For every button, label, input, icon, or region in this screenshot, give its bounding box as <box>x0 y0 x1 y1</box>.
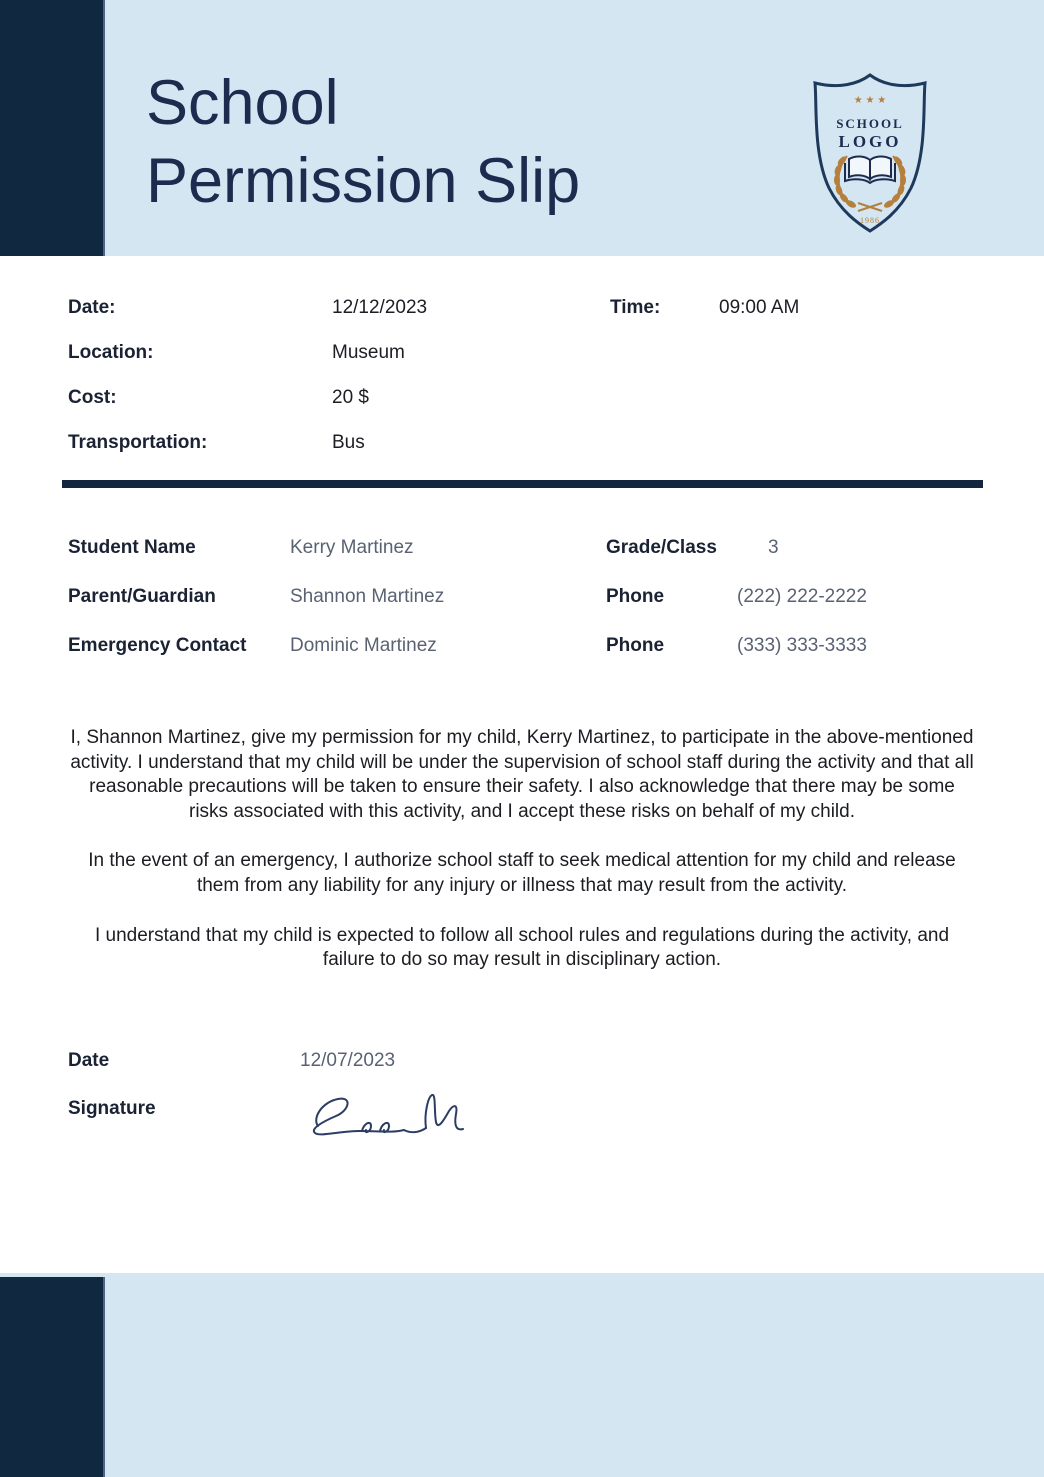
date-label: Date: <box>68 297 116 318</box>
logo-stars-icon: ★ ★ ★ <box>853 95 887 106</box>
cost-value: 20 $ <box>332 387 369 408</box>
handwritten-signature-image <box>302 1088 482 1150</box>
location-label: Location: <box>68 342 154 363</box>
parent-guardian-label: Parent/Guardian <box>68 586 216 607</box>
signoff-date-value: 12/07/2023 <box>300 1050 396 1071</box>
emergency-phone-label: Phone <box>606 635 665 656</box>
emergency-phone-value: (333) 333-3333 <box>737 635 867 656</box>
logo-year-text: 1986 <box>860 216 880 225</box>
logo-school-text: SCHOOL <box>836 116 904 131</box>
location-value: Museum <box>332 342 405 363</box>
footer-band <box>0 1273 1044 1477</box>
footer-left-navy-strip <box>0 1277 105 1477</box>
school-logo-shield-icon <box>808 70 932 238</box>
cost-label: Cost: <box>68 387 117 408</box>
agreement-text-section <box>68 726 976 973</box>
parent-phone-value: (222) 222-2222 <box>737 586 867 607</box>
parent-phone-label: Phone <box>606 586 665 607</box>
page-title <box>146 64 580 220</box>
signoff-date-label: Date <box>68 1050 110 1071</box>
header-band <box>0 0 1044 256</box>
date-value: 12/12/2023 <box>332 297 428 318</box>
page-title-line2: Permission Slip <box>146 146 581 216</box>
transportation-value: Bus <box>332 432 365 453</box>
header-left-navy-strip <box>0 0 105 256</box>
signature-label: Signature <box>68 1098 156 1119</box>
emergency-contact-label: Emergency Contact <box>68 635 247 656</box>
time-value: 09:00 AM <box>719 297 800 318</box>
open-book-icon <box>845 156 895 183</box>
student-details-section <box>68 537 976 661</box>
logo-logo-text: LOGO <box>838 132 902 151</box>
grade-class-label: Grade/Class <box>606 537 717 558</box>
student-name-label: Student Name <box>68 537 196 558</box>
agreement-paragraph-3: I understand that my child is expected to follow all school rules and regulations during the activity, and failure to do so may result in disciplinary action. <box>94 924 950 971</box>
page-title-line1: School <box>146 68 339 138</box>
agreement-paragraph-2: In the event of an emergency, I authorize school staff to seek medical attention for my child and release them from any liability for any injury or illness that may result from the activity. <box>88 850 956 896</box>
parent-guardian-value: Shannon Martinez <box>290 586 445 607</box>
trip-details-section <box>68 297 976 458</box>
student-name-value: Kerry Martinez <box>290 537 414 558</box>
section-divider <box>62 480 983 488</box>
transportation-label: Transportation: <box>68 432 208 453</box>
agreement-paragraph-1: I, Shannon Martinez, give my permission for my child, Kerry Martinez, to participate in the above-mentioned activity. I understand that my child will be under the supervision of school staff during the activity and that all reasonable precautions will be taken to ensure their safety. I also acknowledge that there may be some risks associated with this activity, and I accept these risks on behalf of my child. <box>70 727 974 822</box>
grade-class-value: 3 <box>768 537 779 558</box>
emergency-contact-value: Dominic Martinez <box>290 635 437 656</box>
time-label: Time: <box>610 297 661 318</box>
signoff-section <box>68 1050 668 1124</box>
